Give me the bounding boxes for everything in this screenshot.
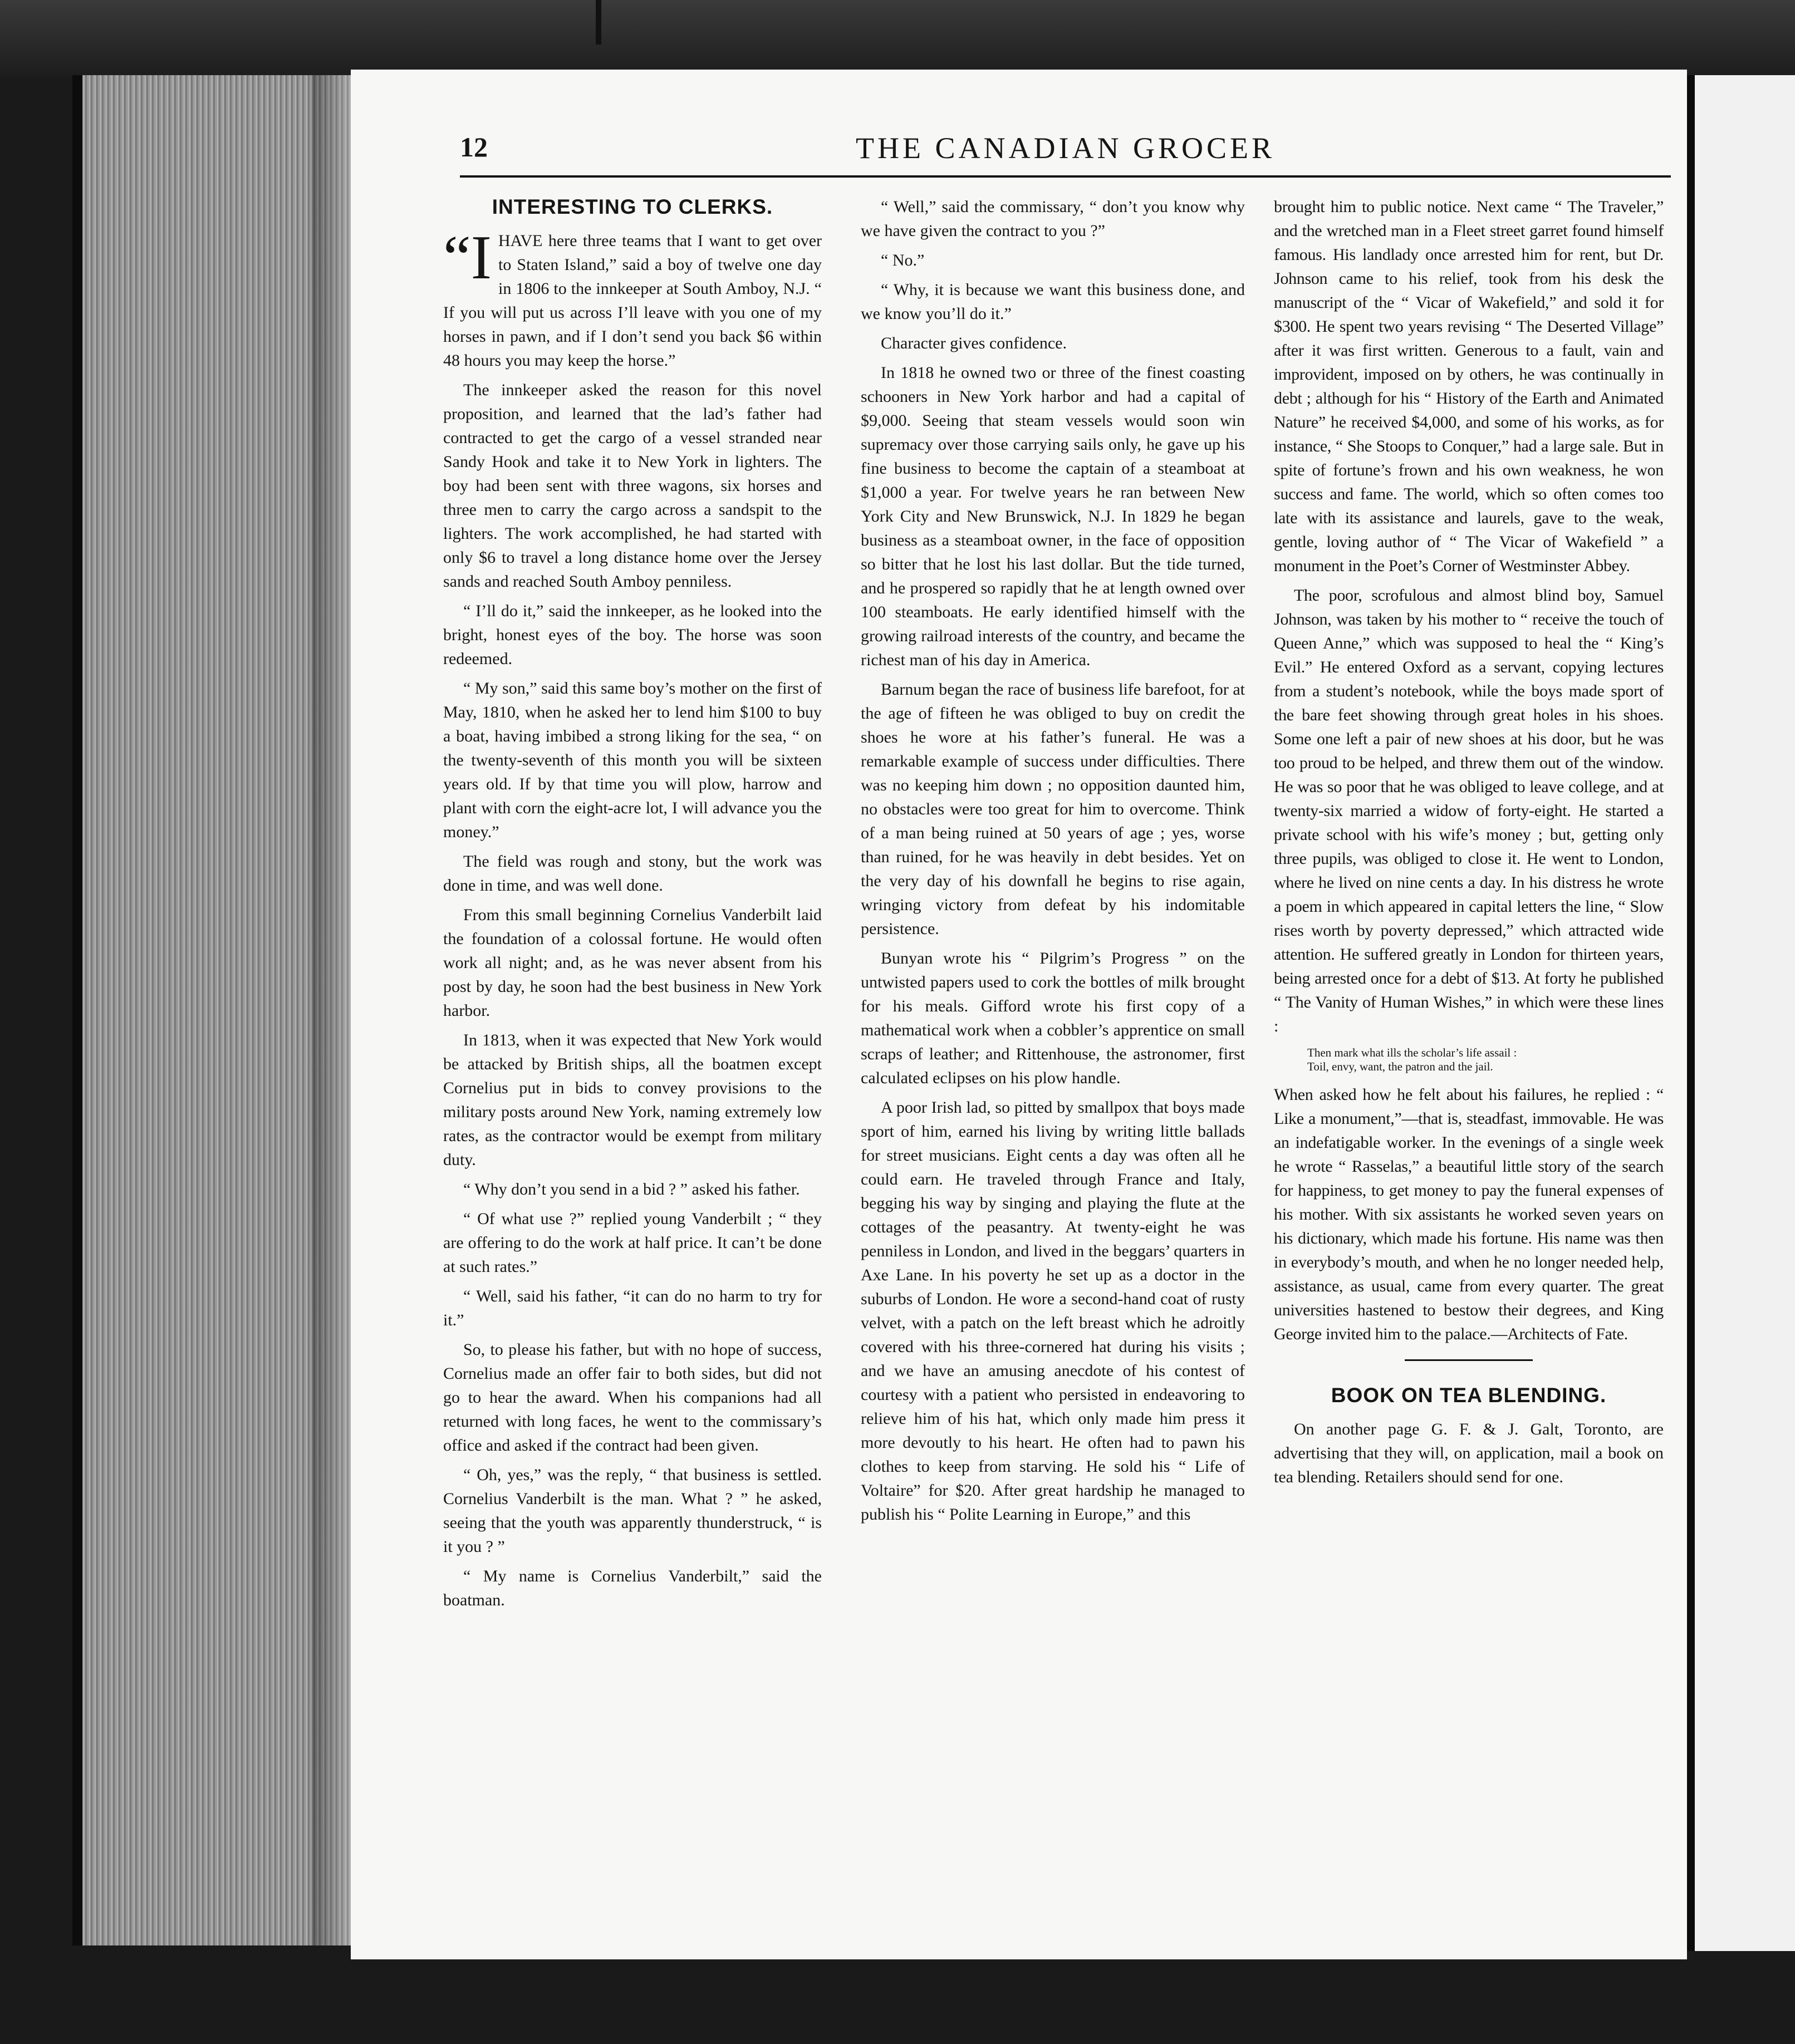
article-paragraph: Character gives confidence. <box>881 334 1067 352</box>
article-paragraph: In 1818 he owned two or three of the finest coasting schooners in New York harbor and had a capital of $9,000. Seeing that steam vessels would soon win supremacy over those carrying sails only, he gave up his fine business to become the captain of a steamboat at $1,000 a year. For twelve years he ran between New York City and New Brunswick, N.J. In 1829 he began business as a steamboat owner, in the face of opposition so bitter that he lost his last dollar. But the tide turned, and he prospered so rapidly that he at length owned over 100 steamboats. He early identified himself with the growing railroad interests of the country, and became the richest man of his day in America. <box>861 363 1245 669</box>
article-paragraph: On another page G. F. & J. Galt, Toronto, are advertising that they will, on application, mail a book on tea blending. Retailers should send for one. <box>1274 1420 1664 1486</box>
drop-cap-letter: I <box>470 223 492 292</box>
page-header <box>460 131 1671 178</box>
article-paragraph: “ Well, said his father, “it can do no harm to try for it.” <box>443 1287 822 1329</box>
scanner-background <box>0 0 1795 78</box>
article-paragraph: In 1813, when it was expected that New York would be attacked by British ships, all the boatmen except Cornelius put in bids to convey provisions to the military posts around New York, naming extremely low rates, as the contractor would be exempt from military duty. <box>443 1031 822 1169</box>
article-paragraph: “ No.” <box>881 251 925 269</box>
article-paragraph: The poor, scrofulous and almost blind boy, Samuel Johnson, was taken by his mother to “ receive the touch of Queen Anne,” which was supposed to heal the “ King’s Evil.” He entered Oxford as a servant, copying lectures from a student’s notebook, while the boys made sport of the bare feet showing through great holes in his shoes. Some one left a pair of new shoes at his door, but he was too proud to be helped, and threw them out of the window. He was so poor that he was obliged to leave college, and at twenty-six married a widow of forty-eight. He started a private school with his wife’s money ; but, getting only three pupils, was obliged to close it. He went to London, where he lived on nine cents a day. In his distress he wrote a poem in which appeared in capital letters the line, “ Slow rises worth by poverty depressed,” which attracted wide attention. He suffered greatly in London for thirteen years, being arrested once for a debt of $13. At forty he published “ The Vanity of Human Wishes,” in which were these lines : <box>1274 586 1664 1035</box>
article-paragraph <box>443 223 822 372</box>
article-paragraph: Barnum began the race of business life barefoot, for at the age of fifteen he was obliged to buy on credit the shoes he wore at his father’s funeral. He was a remarkable example of success under difficulties. There was no keeping him down ; no opposition daunted him, no obstacles were too great for him to overcome. Think of a man being ruined at 50 years of age ; yes, worse than ruined, for he was heavily in debt besides. Yet on the very day of his downfall he begins to rise again, wringing victory from defeat by his indomitable persistence. <box>861 680 1245 938</box>
article-paragraph: “ Of what use ?” replied young Vanderbilt ; “ they are offering to do the work at half price. It can’t be done at such rates.” <box>443 1210 822 1276</box>
article-divider <box>1405 1359 1533 1361</box>
verse-line: Toil, envy, want, the patron and the jail. <box>1307 1060 1493 1073</box>
article-paragraph: From this small beginning Cornelius Vanderbilt laid the foundation of a colossal fortune. He would often work all night; and, as he was never absent from his post by day, he soon had the best business in New York harbor. <box>443 906 822 1020</box>
article-paragraph: “ I’ll do it,” said the innkeeper, as he looked into the bright, honest eyes of the boy. The horse was soon redeemed. <box>443 602 822 668</box>
page-number: 12 <box>460 131 488 163</box>
article-paragraph: “ Why don’t you send in a bid ? ” asked his father. <box>463 1180 800 1198</box>
article-paragraph: The innkeeper asked the reason for this novel proposition, and learned that the lad’s father had contracted to get the cargo of a vessel stranded near Sandy Hook and take it to New York in lighters. The boy had been sent with three wagons, six horses and three men to carry the cargo across a sandspit to the lighters. The work accomplished, he had started with only $6 to travel a long distance home over the Jersey sands and reached South Amboy penniless. <box>443 381 822 591</box>
article-paragraph: So, to please his father, but with no hope of success, Cornelius made an offer fair to both sides, but did not go to hear the award. When his companions had all returned with long faces, he went to the commissary’s office and asked if the contract had been given. <box>443 1340 822 1455</box>
paragraph-text: HAVE here three teams that I want to get over to Staten Island,” said a boy of twelve one day in 1806 to the innkeeper at South Amboy, N.J. “ If you will put us across I’ll leave with you one of my horses in pawn, and if I don’t send you back $6 within 48 hours you may keep the horse.” <box>443 232 822 370</box>
article-paragraph: Bunyan wrote his “ Pilgrim’s Progress ” on the untwisted papers used to cork the bottles of milk brought for his meals. Gifford wrote his first copy of a mathematical work when a cobbler’s apprentice on small scraps of leather; and Rittenhouse, the astronomer, first calculated eclipses on his plow handle. <box>861 949 1245 1087</box>
scan-mark <box>596 0 601 45</box>
drop-cap-quote: “ <box>443 223 471 292</box>
verse-quote <box>1307 1046 1664 1074</box>
article-paragraph: When asked how he felt about his failures, he replied : “ Like a monument,”—that is, steadfast, immovable. He was an indefatigable worker. In the evenings of a single week he wrote “ Rasselas,” a beautiful little story of the search for happiness, to get money to pay the funeral expenses of his mother. With six assistants he worked seven years on his dictionary, which made his fortune. His name was then in everybody’s mouth, and when he no longer needed help, assistance, as usual, came from every quarter. The great universities hastened to bestow their degrees, and King George invited him to the palace.—Architects of Fate. <box>1274 1085 1664 1343</box>
newspaper-page <box>351 70 1687 1959</box>
column-2 <box>861 195 1245 1532</box>
article-paragraph: “ Oh, yes,” was the reply, “ that business is settled. Cornelius Vanderbilt is the man. What ? ” he asked, seeing that the youth was apparently thunderstruck, “ is it you ? ” <box>443 1466 822 1556</box>
spine-shadow <box>312 75 351 1945</box>
article-paragraph: A poor Irish lad, so pitted by smallpox that boys made sport of him, earned his living by writing little ballads for street musicians. Eight cents a day was often all he could earn. He traveled through France and Italy, begging his way by singing and playing the flute at the cottages of the peasantry. At twenty-eight he was penniless in London, and lived in the beggars’ quarters in Axe Lane. In his poverty he set up as a doctor in the suburbs of London. He wore a second-hand coat of rusty velvet, with a patch on the left breast which he adroitly covered with his three-cornered hat during his visits ; and we have an amusing anecdote of his contest of courtesy with a patient who persisted in endeavoring to relieve him of his hat, which only made him press it more devoutly to his heart. He often had to pawn his clothes to keep from starving. He sold his “ Life of Voltaire” for $20. After great hardship he managed to publish his “ Polite Learning in Europe,” and this <box>861 1098 1245 1524</box>
verse-line: Then mark what ills the scholar’s life assail : <box>1307 1046 1517 1059</box>
publication-title: THE CANADIAN GROCER <box>856 131 1275 165</box>
article-paragraph: “ Why, it is because we want this business done, and we know you’ll do it.” <box>861 281 1245 323</box>
article-headline: BOOK ON TEA BLENDING. <box>1331 1384 1607 1407</box>
article-paragraph: brought him to public notice. Next came “ The Traveler,” and the wretched man in a Fleet street garret found himself famous. His landlady once arrested him for rent, but Dr. Johnson came to his relief, took from his desk the manuscript of the “ Vicar of Wakefield,” and sold it for $300. He spent two years revising “ The Deserted Village” after it was first written. Generous to a fault, vain and improvident, imposed on by others, he was continually in debt ; although for his “ History of the Earth and Animated Nature” he received $4,000, and some of his works, as for instance, “ She Stoops to Conquer,” had a large sale. But in spite of fortune’s frown and his own weakness, he won success and fame. The world, which so often comes too late with its assistance and laurels, gave to the weak, gentle, loving author of “ The Vicar of Wakefield ” a monument in the Poet’s Corner of Westminster Abbey. <box>1274 198 1664 575</box>
article-headline: INTERESTING TO CLERKS. <box>492 195 773 218</box>
article-paragraph: “ My name is Cornelius Vanderbilt,” said the boatman. <box>443 1567 822 1609</box>
column-3 <box>1274 195 1664 1495</box>
article-paragraph: “ Well,” said the commissary, “ don’t you know why we have given the contract to you ?” <box>861 198 1245 240</box>
article-paragraph: The field was rough and stony, but the work was done in time, and was well done. <box>443 852 822 895</box>
article-paragraph: “ My son,” said this same boy’s mother on the first of May, 1810, when he asked her to lend him $100 to buy a boat, having imbibed a strong liking for the sea, “ on the twenty-seventh of this month you will be sixteen years old. If by that time you will plow, harrow and plant with corn the eight-acre lot, I will advance you the money.” <box>443 679 822 841</box>
drop-cap <box>443 223 492 292</box>
facing-page-edge <box>1687 75 1795 1951</box>
column-1 <box>443 195 822 1618</box>
